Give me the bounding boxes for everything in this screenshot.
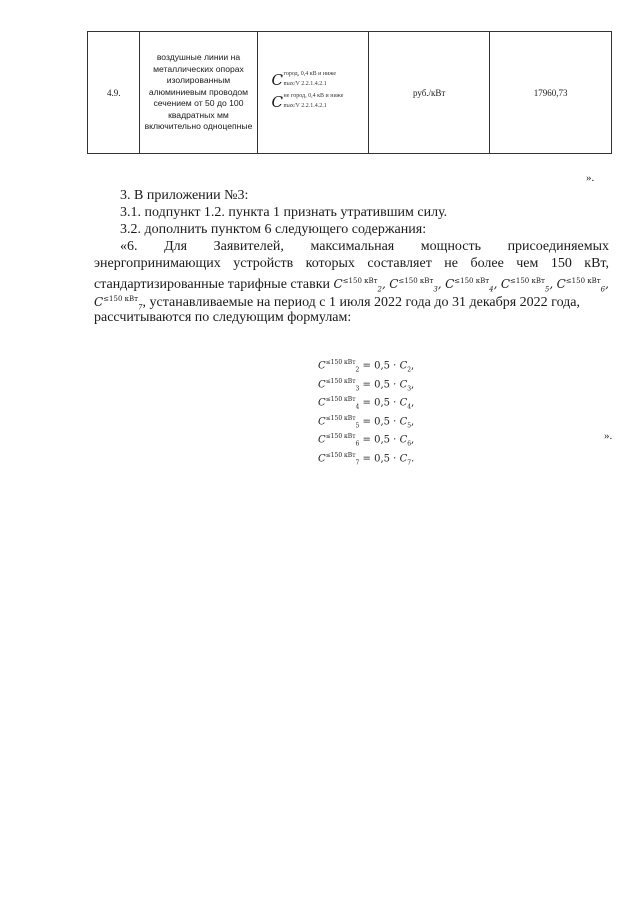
- tariff-symbol: $C^{\le 150 кВт}_5$,: [500, 277, 554, 294]
- paragraph-appendix-3: 3. В приложении №3:: [120, 188, 249, 203]
- rate-formula-urban: [272, 71, 368, 93]
- tariff-symbol: $C^{\le 150 кВт}_2$,: [333, 277, 386, 294]
- formula: $C^{\le 150 кВт}_4 = 0,5 \cdot C_4$,: [318, 396, 415, 411]
- formula: $C^{\le 150 кВт}_5 = 0,5 \cdot C_5$,: [318, 414, 415, 430]
- tariff-symbol: $C^{\le 150 кВт}_7$: [94, 295, 143, 312]
- rate-symbol: C: [271, 70, 284, 89]
- rate-subscript: max/V 2.2.1.4.2.1: [283, 102, 327, 109]
- rate-superscript: город, 0,4 кВ и ниже: [283, 70, 337, 77]
- paragraph-6-line-2: энергопринимающих устройств которых составляет не более чем 150 кВт,: [94, 256, 609, 271]
- table-row: [88, 32, 612, 154]
- formula: $C^{\le 150 кВт}_3 = 0,5 \cdot C_3$,: [318, 377, 415, 392]
- row-unit: руб./кВт: [369, 32, 490, 154]
- paragraph-3-1: 3.1. подпункт 1.2. пункта 1 признать утратившим силу.: [120, 205, 448, 220]
- row-value: 17960,73: [490, 32, 612, 154]
- tariff-symbol: $C^{\le 150 кВт}_6$,: [556, 277, 609, 294]
- paragraph-6-line-5: рассчитываются по следующим формулам:: [94, 310, 352, 325]
- tariff-symbol: $C^{\le 150 кВт}_4$,: [445, 277, 498, 294]
- formula: $C^{\le 150 кВт}_7 = 0,5 \cdot C_7$.: [318, 451, 415, 467]
- closing-quote: ».: [604, 430, 613, 442]
- row-number: 4.9.: [88, 32, 140, 154]
- paragraph-3-2: 3.2. дополнить пунктом 6 следующего содержания:: [120, 222, 427, 237]
- formula: $C^{\le 150 кВт}_6 = 0,5 \cdot C_6$,: [318, 433, 415, 448]
- row-description: воздушные линии на металлических опорах изолированным алюминиевым проводом сечением от 50 до 100 квадратных мм включительно одноцепные: [140, 32, 257, 154]
- tariff-table: [87, 31, 612, 154]
- formula-list: [318, 354, 478, 466]
- row-rate-formula: [257, 32, 368, 154]
- period-text: , устанавливаемые на период с 1 июля 2022 года до 31 декабря 2022 года,: [142, 295, 581, 310]
- tariff-rates-label: стандартизированные тарифные ставки: [94, 277, 331, 292]
- rate-superscript: не город, 0,4 кВ и ниже: [283, 92, 344, 99]
- rate-formula-rural: [272, 93, 368, 115]
- closing-quote: ».: [586, 172, 595, 184]
- tariff-symbol: $C^{\le 150 кВт}_3$,: [389, 277, 442, 294]
- rate-subscript: max/V 2.2.1.4.2.1: [283, 80, 327, 87]
- paragraph-6-line-1: «6. Для Заявителей, максимальная мощность присоединяемых: [120, 239, 609, 254]
- rate-symbol: C: [271, 92, 284, 111]
- formula: $C^{\le 150 кВт}_2 = 0,5 \cdot C_2$,: [318, 359, 415, 374]
